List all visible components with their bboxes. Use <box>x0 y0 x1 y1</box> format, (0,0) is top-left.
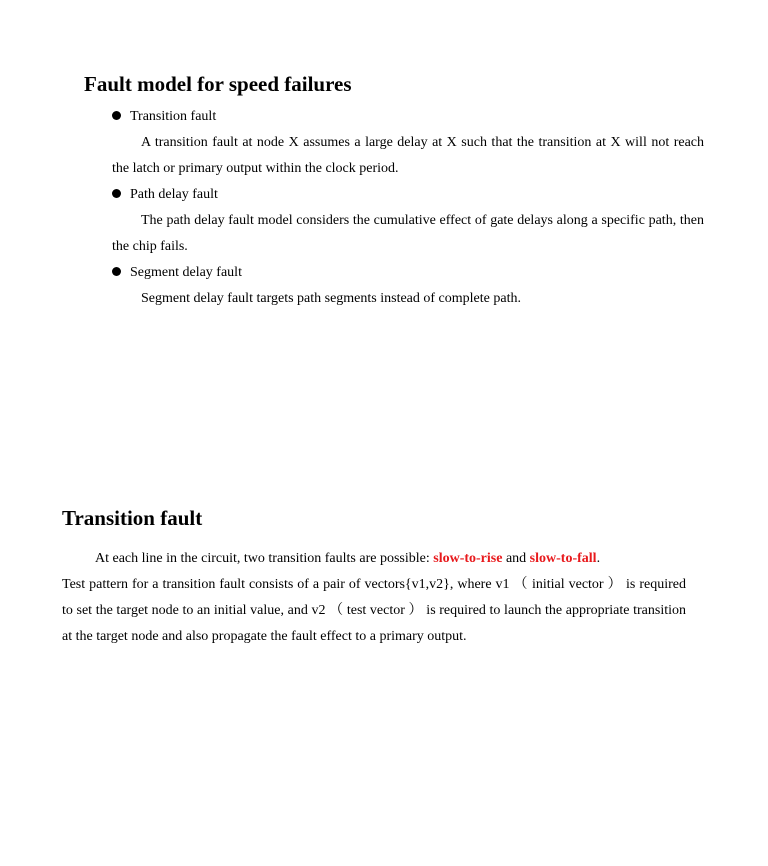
intro-paragraph <box>62 546 686 572</box>
section-title: Fault model for speed failures <box>84 72 352 96</box>
fault-model-list <box>84 104 704 312</box>
list-item <box>84 260 704 312</box>
slow-to-rise-highlight: slow-to-rise <box>433 551 503 566</box>
slow-to-fall-highlight: slow-to-fall <box>529 551 597 566</box>
item-description: The path delay fault model considers the cumulative effect of gate delays along a specific path, then the chip fails. <box>112 213 704 254</box>
section-transition-fault <box>62 504 686 650</box>
item-description: A transition fault at node X assumes a large delay at X such that the transition at X will not reach the latch or primary output within the clock period. <box>112 135 704 176</box>
section-speed-failures <box>84 70 704 312</box>
bullet-icon <box>112 189 121 198</box>
text-span: and <box>502 551 530 566</box>
item-label: Segment delay fault <box>130 265 242 280</box>
bullet-icon <box>112 267 121 276</box>
text-span: At each line in the circuit, two transition faults are possible: <box>95 551 434 566</box>
section-title: Transition fault <box>62 506 203 530</box>
list-item <box>84 104 704 182</box>
item-label: Transition fault <box>130 109 217 124</box>
text-span: . <box>596 551 601 566</box>
item-label: Path delay fault <box>130 187 218 202</box>
test-pattern-paragraph: Test pattern for a transition fault consists of a pair of vectors{v1,v2}, where v1 （ initial vector ） is required to set the target node to an initial value, and v2 （ test vector ） is required to launch the appropriate transition at the target node and also propagate the fault effect to a primary output. <box>62 577 686 644</box>
list-item <box>84 182 704 260</box>
item-description: Segment delay fault targets path segments instead of complete path. <box>141 291 521 306</box>
bullet-icon <box>112 111 121 120</box>
